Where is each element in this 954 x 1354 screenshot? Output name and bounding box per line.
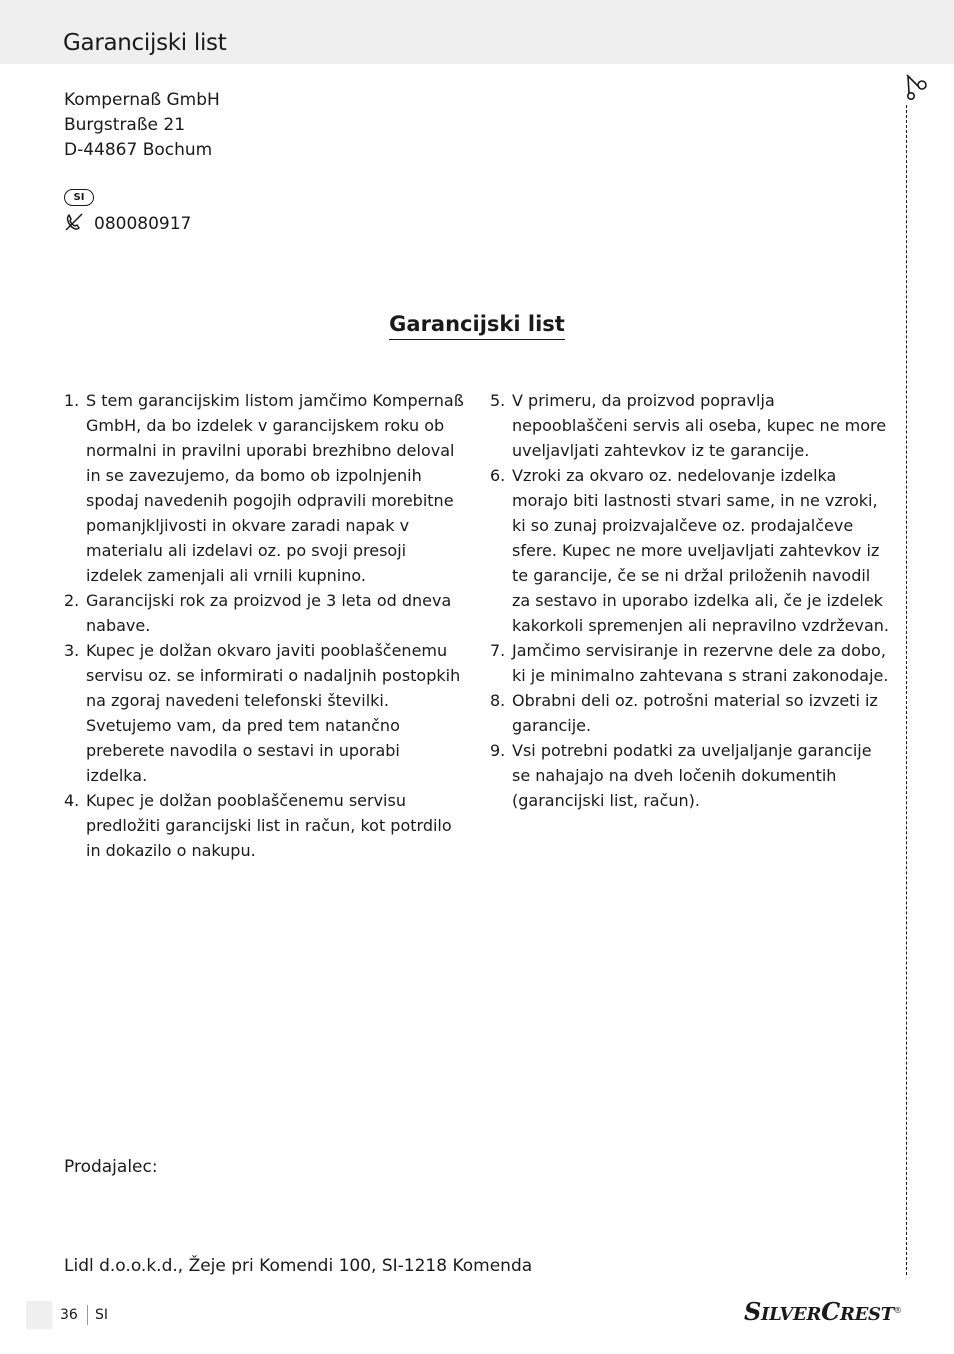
country-badge: SI bbox=[64, 189, 94, 206]
list-item: 5. V primeru, da proizvod popravlja nepooblaščeni servis ali oseba, kupec ne more uveljavljati zahtevkov iz te garancije. bbox=[490, 391, 887, 460]
section-title-wrap bbox=[0, 310, 954, 340]
list-item: 7. Jamčimo servisiranje in rezervne dele za dobo, ki je minimalno zahtevana s strani zakonodaje. bbox=[490, 641, 889, 685]
scissors-icon bbox=[897, 72, 933, 108]
footer-divider bbox=[87, 1305, 88, 1325]
phone-row bbox=[64, 212, 191, 237]
address-line: D-44867 Bochum bbox=[64, 140, 213, 160]
brand-logo: SILVERCREST® bbox=[744, 1297, 902, 1326]
list-item: 9. Vsi potrebni podatki za uveljaljanje garancije se nahajajo na dveh ločenih dokumentih (garancijski list, račun). bbox=[490, 741, 872, 810]
right-column bbox=[490, 388, 890, 813]
address-line: Kompernaß GmbH bbox=[64, 90, 220, 110]
list-item: 6. Vzroki za okvaro oz. nedelovanje izdelka morajo biti lastnosti stvari same, in ne vzroki, ki so zunaj proizvajalčeve oz. prodajalčeve sfere. Kupec ne more uveljavljati zahtevkov iz te garancije, če se ni držal priloženih navodil za sestavo in uporabo izdelka ali, če je izdelek kakorkoli spremenjen ali nepravilno vzdrževan. bbox=[490, 466, 889, 635]
footer-marker bbox=[26, 1301, 52, 1329]
list-item: 4. Kupec je dolžan pooblaščenemu servisu predložiti garancijski list in račun, kot potrdilo in dokazilo o nakupu. bbox=[64, 791, 452, 860]
left-column bbox=[64, 388, 464, 863]
section-title: Garancijski list bbox=[389, 310, 565, 340]
page-language: SI bbox=[95, 1307, 109, 1323]
list-item: 2. Garancijski rok za proizvod je 3 leta od dneva nabave. bbox=[64, 591, 452, 635]
list-item: 3. Kupec je dolžan okvaro javiti pooblaščenemu servisu oz. se informirati o nadaljnih postopkih na zgoraj navedeni telefonski številki. Svetujemo vam, da pred tem natančno preberete navodila o sestavi in uporabi izdelka. bbox=[64, 641, 461, 785]
seller-label: Prodajalec: bbox=[64, 1157, 158, 1177]
manufacturer-address bbox=[64, 88, 220, 163]
list-item: 8. Obrabni deli oz. potrošni material so izvzeti iz garancije. bbox=[490, 691, 878, 735]
phone-number: 080080917 bbox=[94, 214, 192, 234]
address-line: Burgstraße 21 bbox=[64, 115, 186, 135]
cut-line bbox=[906, 105, 907, 1275]
list-item: 1. S tem garancijskim listom jamčimo Kompernaß GmbH, da bo izdelek v garancijskem roku ob normalni in pravilni uporabi brezhibno deloval in se zavezujemo, da bomo ob izpolnjenih spodaj navedenih pogojih odpravili morebitne pomanjkljivosti in okvare zaradi napak v materialu ali izdelavi oz. po svoji presoji izdelek zamenjali ali vrnili kupnino. bbox=[64, 391, 464, 585]
lidl-address: Lidl d.o.o.k.d., Žeje pri Komendi 100, SI-1218 Komenda bbox=[64, 1256, 533, 1276]
page-title: Garancijski list bbox=[63, 30, 227, 56]
phone-icon bbox=[64, 212, 84, 232]
page-number: 36 bbox=[60, 1307, 78, 1323]
